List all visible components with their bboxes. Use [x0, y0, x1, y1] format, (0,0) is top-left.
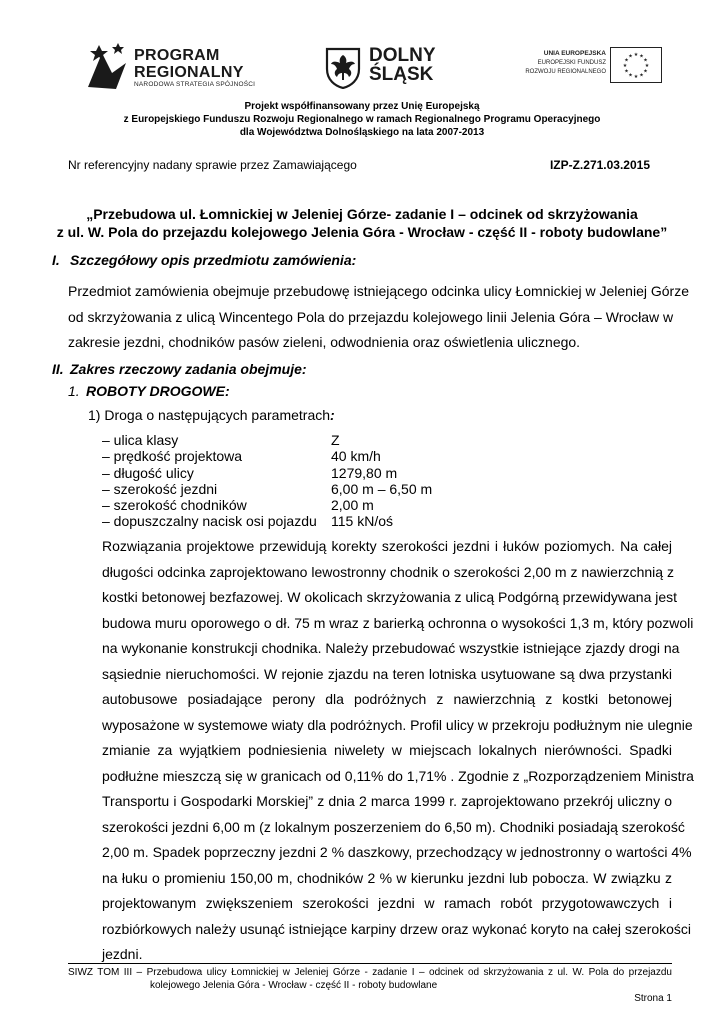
- unia-line2: EUROPEJSKI FUNDUSZ: [537, 60, 606, 66]
- eu-star-icon: ★: [628, 72, 633, 79]
- eu-star-icon: ★: [624, 68, 629, 75]
- paragraph-line: na łuku o promieniu 150,00 m, chodników 2 % w kierunku jezdni lub pobocza. W związku z: [102, 869, 672, 886]
- section-1-title: Szczegółowy opis przedmiotu zamówienia:: [70, 252, 357, 268]
- eagle-shield-icon: [325, 47, 361, 89]
- paragraph-line: podłużne mieszczą się w granicach od 0,11% do 1,71% . Zgodnie z „Rozporządzeniem Ministra: [102, 767, 694, 784]
- section-2-number: II.: [52, 361, 64, 377]
- parameter-row: [102, 513, 462, 529]
- section-1-heading: [52, 252, 356, 268]
- footer-line-1: SIWZ TOM III – Przebudowa ulicy Łomnickiej w Jeleniej Górze - zadanie I – odcinek od skrzyżowania z ul. W. Pola do przejazdu: [68, 967, 672, 978]
- parameter-label: – długość ulicy: [102, 464, 194, 481]
- page-footer: [68, 966, 672, 992]
- subsection-1-title: ROBOTY DROGOWE:: [86, 383, 230, 399]
- parameter-row: [102, 497, 462, 513]
- program-line1: PROGRAM: [134, 47, 220, 64]
- eu-star-icon: ★: [643, 57, 648, 64]
- eu-star-icon: ★: [639, 72, 644, 79]
- eu-flag-icon: [610, 47, 662, 83]
- page-number: Strona 1: [634, 993, 672, 1004]
- parameter-row: [102, 465, 462, 481]
- section-1-paragraph: [68, 279, 689, 356]
- eu-star-icon: ★: [644, 63, 650, 69]
- eu-star-icon: ★: [624, 57, 629, 64]
- paragraph-line: autobusowe posiadające perony dla podróżnych z nawierzchnią z kostki betonowej: [102, 691, 672, 707]
- parameter-value: 6,00 m – 6,50 m: [331, 480, 433, 497]
- section-1-number: I.: [52, 252, 60, 268]
- section-2-title: Zakres rzeczowy zadania obejmuje:: [70, 361, 307, 377]
- document-title-line-2: z ul. W. Pola do przejazdu kolejowego Jelenia Góra - Wrocław - część II - roboty budowlane”: [56, 224, 668, 240]
- eu-star-icon: ★: [628, 53, 633, 60]
- parameter-label: – szerokość jezdni: [102, 480, 218, 497]
- paragraph-line: długości odcinka zaprojektowano lewostronny chodnik o szerokości 2,00 m z nawierzchnią z: [102, 563, 674, 580]
- item-1-colon: :: [330, 407, 335, 423]
- reference-label: Nr referencyjny nadany sprawie przez Zamawiającego: [68, 158, 357, 172]
- item-1-label: Droga o następujących parametrach: [104, 407, 331, 423]
- parameter-label: – ulica klasy: [102, 432, 179, 448]
- unia-line1: UNIA EUROPEJSKA: [543, 50, 606, 57]
- subsection-1-number: 1.: [68, 383, 80, 399]
- paragraph-line: kostki betonowej bezfazowej. W okolicach skrzyżowania z ulicą Podgórną przewidywana jest: [102, 589, 678, 605]
- parameter-label: – szerokość chodników: [102, 497, 247, 514]
- unia-line3: ROZWOJU REGIONALNEGO: [525, 69, 606, 75]
- item-1-number: 1): [88, 407, 101, 423]
- program-regionalny-wordmark: [134, 47, 244, 81]
- program-line2: REGIONALNY: [134, 64, 244, 81]
- reference-number: IZP-Z.271.03.2015: [549, 158, 650, 172]
- dolny-line2: ŚLĄSK: [369, 64, 434, 85]
- paragraph-line: budowa muru oporowego o dł. 75 m wraz z barierką ochronna o wysokości 1,3 m, który pozwoli: [102, 614, 694, 631]
- footer-divider: [68, 963, 672, 964]
- parameter-value: 1279,80 m: [331, 464, 398, 481]
- program-regionalny-logo: [82, 43, 297, 95]
- eu-star-icon: ★: [633, 74, 639, 80]
- paragraph-line: zmianie za wyjątkiem podniesienia niwelety w miejscach lokalnych nierówności. Spadki: [102, 742, 672, 758]
- road-description-paragraph: [102, 534, 694, 968]
- program-regionalny-emblem-icon: [82, 43, 130, 93]
- paragraph-line: jezdni.: [102, 946, 143, 962]
- document-title-line-1: „Przebudowa ul. Łomnickiej w Jeleniej Górze- zadanie I – odcinek od skrzyżowania: [86, 206, 638, 222]
- eu-star-icon: ★: [622, 63, 628, 69]
- unia-europejska-logo: [512, 47, 662, 93]
- item-1-heading: [88, 407, 335, 423]
- cofinancing-line-3: dla Województwa Dolnośląskiego na lata 2007-2013: [239, 127, 485, 138]
- paragraph-line: 2,00 m. Spadek poprzeczny jezdni 2 % daszkowy, przechodzący w jednostronny o wartości 4%: [102, 844, 692, 860]
- paragraph-line: Transportu i Gospodarki Morskiej” z dnia 2 marca 1999 r. zaprojektowano przekrój uliczny o: [102, 793, 672, 809]
- unia-wordmark: [512, 49, 606, 77]
- paragraph-line: sąsiednie nieruchomości. W rejonie zjazdu na teren lotniska usytuowane są dwa przystanki: [102, 665, 672, 682]
- parameter-value: 115 kN/oś: [331, 513, 393, 530]
- dolny-slask-wordmark: [369, 46, 436, 84]
- parameter-row: [102, 432, 462, 448]
- paragraph-line: wyposażone w systemowe wiaty dla podróżnych. Profil ulicy w przekroju podłużnym nie ulegnie: [102, 716, 693, 733]
- parameter-row: [102, 448, 462, 464]
- reference-line: [68, 158, 650, 172]
- paragraph-line: Rozwiązania projektowe przewidują korekty szerokości jezdni i łuków poziomych. Na całej: [102, 538, 672, 554]
- cofinancing-line-1: Projekt współfinansowany przez Unię Europejską: [244, 101, 480, 112]
- paragraph-line: Przedmiot zamówienia obejmuje przebudowę istniejącego odcinka ulicy Łomnickiej w Jeleniej Górze: [68, 283, 689, 299]
- paragraph-line: na wykonanie konstrukcji chodnika. Należy przebudować wszystkie istniejące zjazdy drogi na: [102, 640, 680, 656]
- eu-star-icon: ★: [639, 53, 644, 60]
- section-2-heading: [52, 361, 307, 377]
- paragraph-line: projektowanym zwiększeniem szerokości jezdni w ramach robót przygotowawczych i: [102, 895, 672, 911]
- subsection-1-heading: [68, 383, 230, 399]
- parameter-value: 2,00 m: [331, 497, 374, 514]
- paragraph-line: rozbiórkowych należy usunąć istniejące karpiny drzew oraz wykonać koryto na całej szerokości: [102, 920, 692, 937]
- eu-star-icon: ★: [633, 52, 639, 58]
- paragraph-line: od skrzyżowania z ulicą Wincentego Pola do przejazdu kolejowego linii Jelenia Góra – Wrocław w: [68, 308, 674, 325]
- dolny-line1: DOLNY: [369, 45, 436, 66]
- eu-star-icon: ★: [643, 68, 648, 75]
- parameter-row: [102, 481, 462, 497]
- logo-band: [60, 35, 660, 97]
- parameter-value: 40 km/h: [331, 448, 381, 465]
- parameter-label: – prędkość projektowa: [102, 448, 243, 465]
- parameter-value: Z: [331, 432, 340, 448]
- cofinancing-line-2: z Europejskiego Funduszu Rozwoju Regionalnego w ramach Regionalnego Programu Operacyjnego: [123, 114, 601, 125]
- paragraph-line: zakresie jezdni, chodników pasów zieleni, odwodnienia oraz oświetlenia ulicznego.: [68, 334, 581, 350]
- paragraph-line: szerokości jezdni 6,00 m (z lokalnym poszerzeniem do 6,50 m). Chodniki posiadają szerokość: [102, 818, 685, 835]
- parameters-list: [102, 432, 462, 530]
- dolny-slask-logo: [325, 45, 455, 93]
- program-subtitle: NARODOWA STRATEGIA SPÓJNOŚCI: [134, 81, 256, 88]
- footer-line-2: kolejowego Jelenia Góra - Wrocław - część II - roboty budowlane: [150, 980, 438, 991]
- parameter-label: – dopuszczalny nacisk osi pojazdu: [102, 513, 317, 530]
